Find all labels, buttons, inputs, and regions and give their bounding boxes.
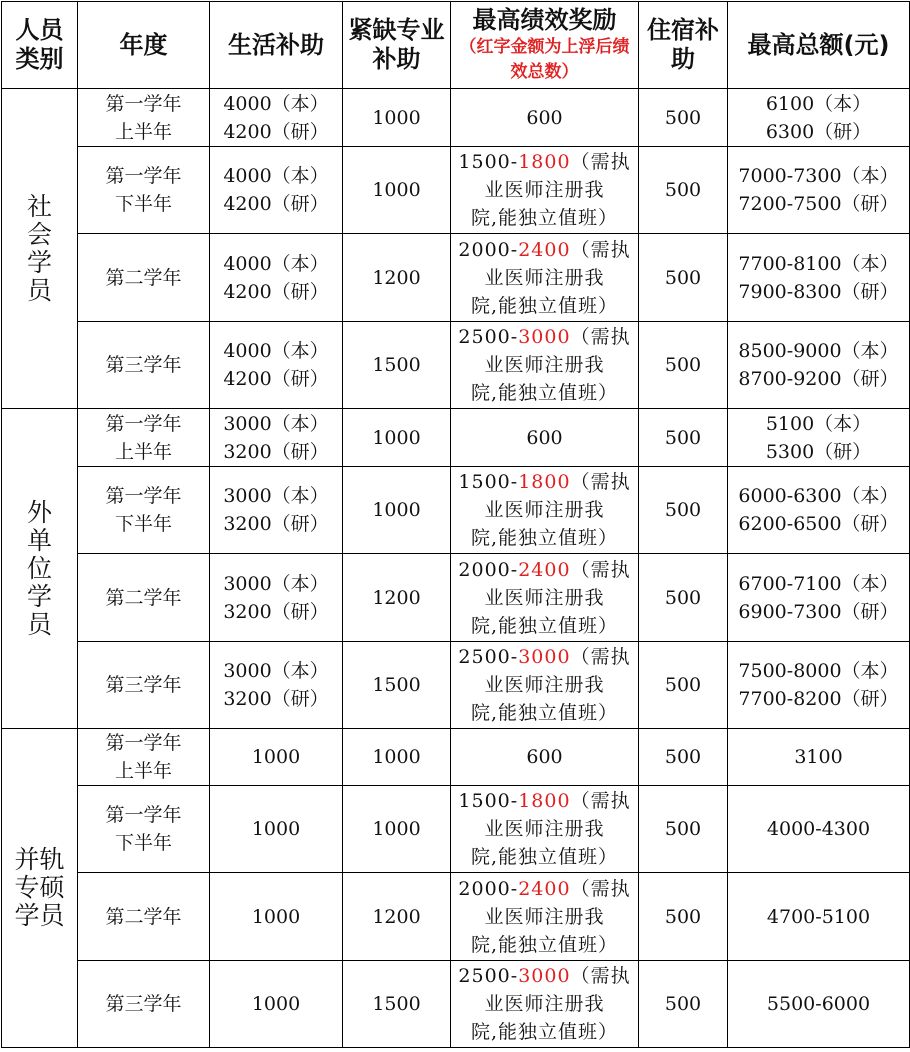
living-cell xyxy=(210,467,343,554)
year-cell xyxy=(78,961,210,1048)
year-cell xyxy=(78,89,210,147)
performance-condition: （需执 xyxy=(570,965,631,987)
living-value: 1000 xyxy=(251,746,301,768)
header-row xyxy=(2,2,910,89)
table-row xyxy=(2,234,910,322)
table-row xyxy=(2,786,910,873)
year-cell xyxy=(78,786,210,873)
category-text: 位 xyxy=(26,553,52,583)
year-cell xyxy=(78,409,210,467)
performance-cell xyxy=(451,642,639,729)
performance-cell xyxy=(451,729,639,786)
performance-condition: 院,能独立值班） xyxy=(470,933,619,956)
living-cell xyxy=(210,642,343,729)
performance-raised: 1800 xyxy=(518,151,571,173)
performance-condition: 院,能独立值班） xyxy=(470,527,619,549)
performance-base: 2000- xyxy=(458,558,519,581)
performance-line xyxy=(455,236,634,264)
year-text: 第一学年 xyxy=(105,732,182,754)
living-cell xyxy=(210,554,343,642)
housing-cell: 500 xyxy=(639,234,728,322)
housing-cell: 500 xyxy=(639,961,728,1048)
performance-base: 1500- xyxy=(458,790,519,812)
performance-condition: 业医师注册我 xyxy=(484,586,605,609)
living-value: 3000（本） xyxy=(223,660,329,682)
performance-condition: 业医师注册我 xyxy=(484,266,605,289)
living-value: 4000（本） xyxy=(223,92,329,115)
total-cell xyxy=(728,786,910,873)
performance-cell xyxy=(451,89,639,147)
performance-cell xyxy=(451,467,639,554)
category-text: 学员 xyxy=(14,901,65,930)
performance-cell xyxy=(451,961,639,1048)
performance-line xyxy=(455,875,634,903)
year-cell xyxy=(78,642,210,729)
performance-condition: 业医师注册我 xyxy=(484,993,605,1015)
total-cell xyxy=(728,642,910,729)
year-text: 第二学年 xyxy=(105,266,182,289)
housing-cell: 500 xyxy=(639,322,728,409)
category-text: 会 xyxy=(26,219,52,249)
category-cell xyxy=(2,729,78,1048)
living-value: 4200（研） xyxy=(223,120,329,143)
total-value: 4700-5100 xyxy=(766,905,871,928)
housing-cell: 500 xyxy=(639,467,728,554)
year-text: 第三学年 xyxy=(105,674,182,696)
header-housing: 住宿补助 xyxy=(639,2,728,89)
category-cell xyxy=(2,409,78,729)
total-cell xyxy=(728,409,910,467)
performance-condition: 院,能独立值班） xyxy=(470,294,619,317)
shortage-cell: 1000 xyxy=(343,89,451,147)
subsidy-table xyxy=(1,1,910,1048)
housing-cell: 500 xyxy=(639,786,728,873)
category-text: 员 xyxy=(26,609,52,639)
total-value: 6900-7300（研） xyxy=(738,600,899,623)
year-text: 第一学年 xyxy=(105,412,182,435)
performance-condition: （需执 xyxy=(570,326,631,348)
table-row xyxy=(2,554,910,642)
category-text: 社 xyxy=(26,191,52,221)
living-value: 4000（本） xyxy=(223,340,329,362)
year-cell xyxy=(78,467,210,554)
performance-base: 2000- xyxy=(458,238,519,261)
performance-cell xyxy=(451,234,639,322)
total-value: 8500-9000（本） xyxy=(738,340,899,362)
header-year: 年度 xyxy=(78,2,210,89)
year-text: 第三学年 xyxy=(105,354,182,376)
living-cell xyxy=(210,322,343,409)
performance-condition: （需执 xyxy=(570,558,631,581)
living-value: 3200（研） xyxy=(223,600,329,623)
year-cell xyxy=(78,234,210,322)
performance-condition: 院,能独立值班） xyxy=(470,1021,619,1043)
performance-cell xyxy=(451,409,639,467)
category-text: 员 xyxy=(26,275,52,305)
performance-condition: 业医师注册我 xyxy=(484,818,605,840)
performance-condition: 业医师注册我 xyxy=(484,354,605,376)
performance-base: 600 xyxy=(526,746,563,768)
year-text: 第一学年 xyxy=(105,804,182,826)
table-row xyxy=(2,89,910,147)
year-text: 上半年 xyxy=(114,760,172,782)
year-text: 上半年 xyxy=(114,120,172,143)
performance-condition: 院,能独立值班） xyxy=(470,207,619,229)
total-value: 7000-7300（本） xyxy=(738,165,899,187)
total-value: 6100（本） xyxy=(765,92,872,115)
performance-raised: 3000 xyxy=(518,965,571,987)
total-cell xyxy=(728,873,910,961)
living-cell xyxy=(210,89,343,147)
performance-condition: （需执 xyxy=(570,471,631,493)
year-text: 第二学年 xyxy=(105,905,182,928)
year-cell xyxy=(78,729,210,786)
total-value: 6300（研） xyxy=(765,120,872,143)
housing-cell: 500 xyxy=(639,873,728,961)
year-cell xyxy=(78,147,210,234)
category-text: 专硕 xyxy=(14,873,65,902)
performance-raised: 2400 xyxy=(518,558,571,581)
performance-base: 1500- xyxy=(458,151,519,173)
performance-line xyxy=(455,643,634,671)
living-cell xyxy=(210,147,343,234)
living-cell xyxy=(210,786,343,873)
performance-raised: 1800 xyxy=(518,471,571,493)
total-cell xyxy=(728,554,910,642)
living-cell xyxy=(210,409,343,467)
shortage-cell: 1000 xyxy=(343,147,451,234)
total-cell xyxy=(728,89,910,147)
housing-cell: 500 xyxy=(639,89,728,147)
living-value: 4000（本） xyxy=(223,252,329,275)
shortage-cell: 1000 xyxy=(343,729,451,786)
performance-cell xyxy=(451,554,639,642)
performance-raised: 2400 xyxy=(518,238,571,261)
housing-cell: 500 xyxy=(639,147,728,234)
category-text: 单 xyxy=(26,525,52,555)
total-value: 3100 xyxy=(794,746,843,768)
total-value: 7700-8100（本） xyxy=(738,252,899,275)
living-value: 4000（本） xyxy=(223,165,329,187)
total-cell xyxy=(728,961,910,1048)
living-value: 3000（本） xyxy=(223,412,329,435)
performance-line xyxy=(455,323,634,351)
performance-line xyxy=(455,148,634,176)
performance-condition: 业医师注册我 xyxy=(484,905,605,928)
living-value: 1000 xyxy=(251,993,301,1015)
performance-line xyxy=(455,787,634,815)
living-cell xyxy=(210,961,343,1048)
performance-condition: 业医师注册我 xyxy=(484,674,605,696)
shortage-cell: 1500 xyxy=(343,961,451,1048)
living-cell xyxy=(210,234,343,322)
total-value: 7500-8000（本） xyxy=(738,660,899,682)
performance-cell xyxy=(451,147,639,234)
performance-line xyxy=(455,556,634,584)
performance-condition: （需执 xyxy=(570,646,631,668)
table-row xyxy=(2,322,910,409)
shortage-cell: 1200 xyxy=(343,234,451,322)
year-cell xyxy=(78,322,210,409)
year-text: 第二学年 xyxy=(105,586,182,609)
total-value: 7700-8200（研） xyxy=(738,688,899,710)
shortage-cell: 1500 xyxy=(343,642,451,729)
living-value: 3000（本） xyxy=(223,572,329,595)
header-total: 最高总额(元) xyxy=(728,2,910,89)
year-text: 第一学年 xyxy=(105,165,182,187)
shortage-cell: 1500 xyxy=(343,322,451,409)
performance-condition: （需执 xyxy=(570,790,631,812)
shortage-cell: 1200 xyxy=(343,554,451,642)
performance-base: 2500- xyxy=(458,646,519,668)
total-cell xyxy=(728,147,910,234)
performance-condition: 业医师注册我 xyxy=(484,179,605,201)
header-living: 生活补助 xyxy=(210,2,343,89)
total-cell xyxy=(728,467,910,554)
table-row xyxy=(2,642,910,729)
header-performance-title: 最高绩效奖励 xyxy=(472,5,617,34)
total-value: 7200-7500（研） xyxy=(738,193,899,215)
year-cell xyxy=(78,554,210,642)
performance-condition: （需执 xyxy=(570,238,631,261)
table-row xyxy=(2,467,910,554)
living-value: 4200（研） xyxy=(223,193,329,215)
performance-base: 2500- xyxy=(458,326,519,348)
performance-cell xyxy=(451,873,639,961)
year-text: 下半年 xyxy=(114,193,172,215)
category-text: 学 xyxy=(26,247,52,277)
year-text: 第三学年 xyxy=(105,993,182,1015)
living-value: 1000 xyxy=(251,818,301,840)
total-cell xyxy=(728,322,910,409)
living-value: 3200（研） xyxy=(223,513,329,535)
living-value: 3200（研） xyxy=(223,440,329,463)
total-value: 5100（本） xyxy=(765,412,872,435)
header-performance xyxy=(451,2,639,89)
total-value: 6700-7100（本） xyxy=(738,572,899,595)
performance-base: 2500- xyxy=(458,965,519,987)
table-body xyxy=(2,89,910,1048)
year-cell xyxy=(78,873,210,961)
performance-condition: 院,能独立值班） xyxy=(470,702,619,724)
performance-condition: （需执 xyxy=(570,151,631,173)
performance-condition: 院,能独立值班） xyxy=(470,846,619,868)
performance-condition: （需执 xyxy=(570,877,631,900)
total-value: 5500-6000 xyxy=(766,993,871,1015)
total-cell xyxy=(728,729,910,786)
performance-base: 1500- xyxy=(458,471,519,493)
living-value: 3200（研） xyxy=(223,688,329,710)
performance-condition: 院,能独立值班） xyxy=(470,382,619,404)
total-cell xyxy=(728,234,910,322)
category-text: 学 xyxy=(26,581,52,611)
housing-cell: 500 xyxy=(639,642,728,729)
total-value: 6200-6500（研） xyxy=(738,513,899,535)
year-text: 第一学年 xyxy=(105,92,182,115)
year-text: 下半年 xyxy=(114,832,172,854)
performance-base: 600 xyxy=(526,426,563,449)
total-value: 7900-8300（研） xyxy=(738,280,899,303)
performance-cell xyxy=(451,322,639,409)
category-text: 外 xyxy=(26,497,52,527)
performance-raised: 1800 xyxy=(518,790,571,812)
shortage-cell: 1000 xyxy=(343,786,451,873)
header-shortage: 紧缺专业补助 xyxy=(343,2,451,89)
table-row xyxy=(2,961,910,1048)
table-row xyxy=(2,729,910,786)
category-text: 并轨 xyxy=(14,845,65,874)
year-text: 第一学年 xyxy=(105,485,182,507)
living-cell xyxy=(210,873,343,961)
table-row xyxy=(2,873,910,961)
living-value: 4200（研） xyxy=(223,368,329,390)
shortage-cell: 1200 xyxy=(343,873,451,961)
year-text: 上半年 xyxy=(114,440,172,463)
living-value: 1000 xyxy=(251,905,301,928)
living-value: 4200（研） xyxy=(223,280,329,303)
performance-raised: 3000 xyxy=(518,326,571,348)
total-value: 4000-4300 xyxy=(766,818,871,840)
performance-condition: 业医师注册我 xyxy=(484,499,605,521)
table-row xyxy=(2,409,910,467)
housing-cell: 500 xyxy=(639,409,728,467)
year-text: 下半年 xyxy=(114,513,172,535)
total-value: 6000-6300（本） xyxy=(738,485,899,507)
housing-cell: 500 xyxy=(639,554,728,642)
header-category: 人员类别 xyxy=(2,2,78,89)
performance-condition: 院,能独立值班） xyxy=(470,614,619,637)
performance-line xyxy=(455,468,634,496)
housing-cell: 500 xyxy=(639,729,728,786)
performance-raised: 2400 xyxy=(518,877,571,900)
living-value: 3000（本） xyxy=(223,485,329,507)
performance-cell xyxy=(451,786,639,873)
header-performance-note: （红字金额为上浮后绩效总数） xyxy=(459,36,630,82)
performance-base: 600 xyxy=(526,106,563,129)
living-cell xyxy=(210,729,343,786)
performance-raised: 3000 xyxy=(518,646,571,668)
total-value: 5300（研） xyxy=(765,440,872,463)
performance-base: 2000- xyxy=(458,877,519,900)
performance-line xyxy=(455,962,634,990)
total-value: 8700-9200（研） xyxy=(738,368,899,390)
category-cell xyxy=(2,89,78,409)
table-row xyxy=(2,147,910,234)
shortage-cell: 1000 xyxy=(343,409,451,467)
shortage-cell: 1000 xyxy=(343,467,451,554)
